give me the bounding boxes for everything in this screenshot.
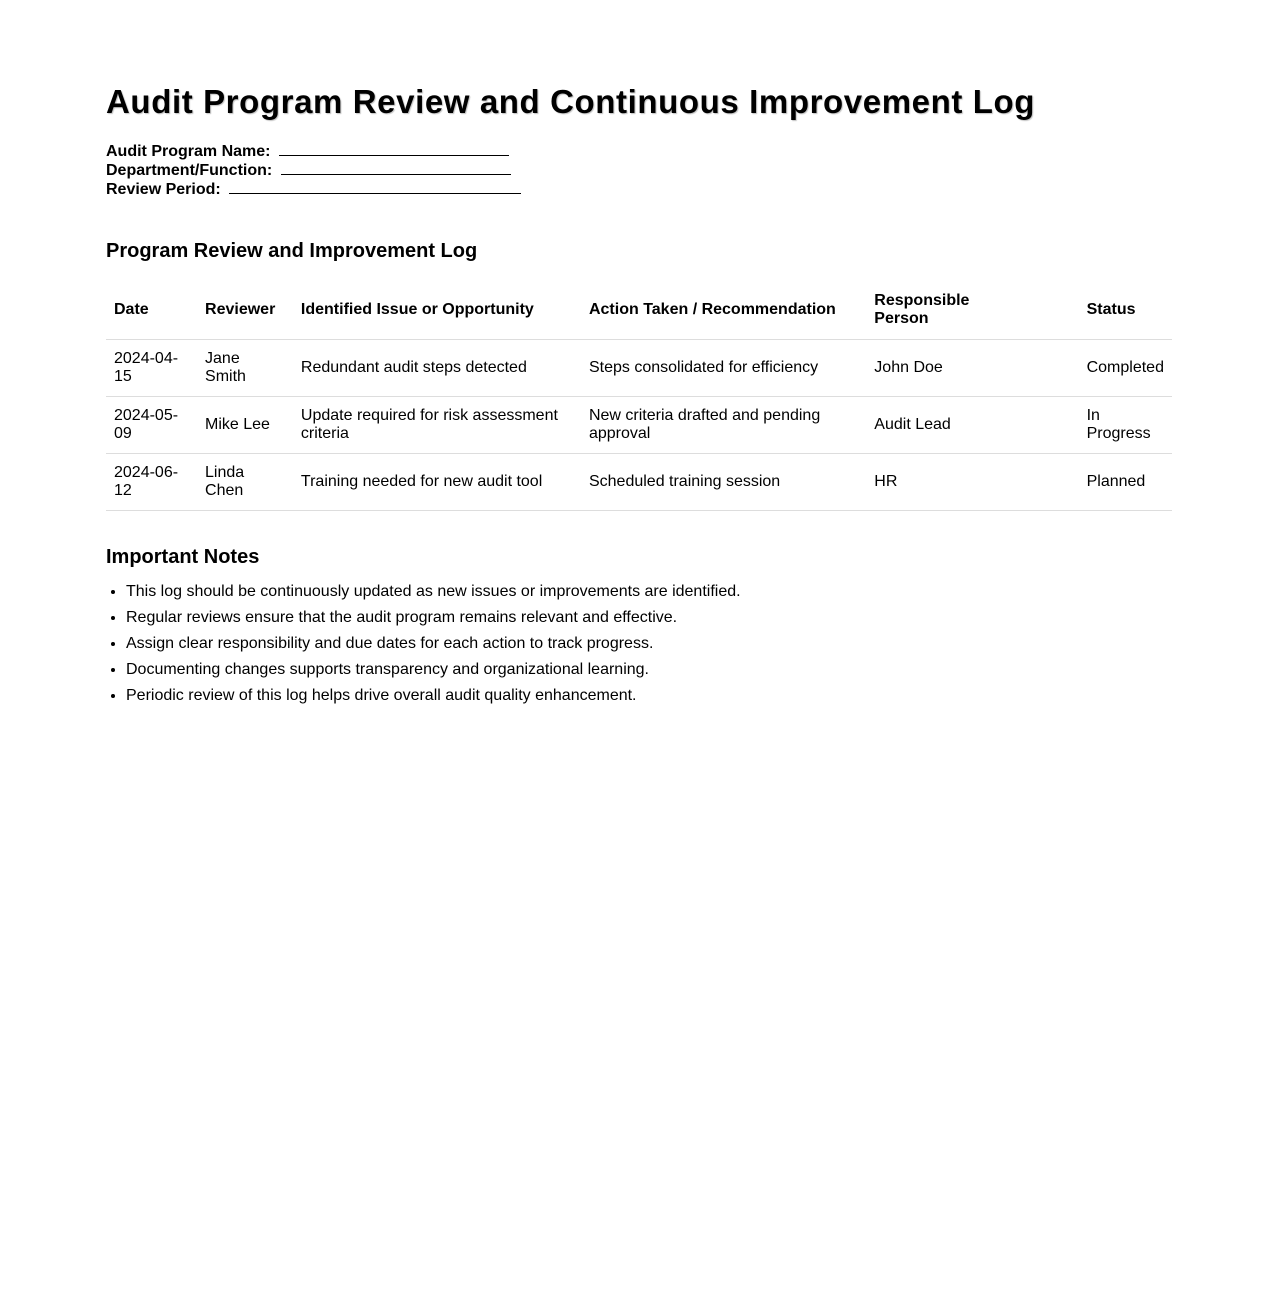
cell-date: 2024-05-09 xyxy=(106,397,197,454)
list-item: • Documenting changes supports transparency and organizational learning. xyxy=(126,661,1172,679)
column-header-status: Status xyxy=(1079,281,1172,340)
notes-section-heading: Important Notes xyxy=(106,546,260,568)
program-info-fields xyxy=(106,142,1172,199)
page-title: Audit Program Review and Continuous Improvement Log xyxy=(106,83,1035,120)
cell-action: New criteria drafted and pending approval xyxy=(581,397,866,454)
cell-action: Scheduled training session xyxy=(581,454,866,511)
program-name-label: Audit Program Name: xyxy=(106,143,271,160)
cell-reviewer: Jane Smith xyxy=(197,340,293,397)
cell-date: 2024-04-15 xyxy=(106,340,197,397)
cell-status: Completed xyxy=(1079,340,1172,397)
cell-responsible: Audit Lead xyxy=(866,397,1078,454)
review-period-blank xyxy=(229,180,521,194)
list-item: • Regular reviews ensure that the audit program remains relevant and effective. xyxy=(126,609,1172,627)
table-header-row xyxy=(106,281,1172,340)
list-item: • This log should be continuously updated as new issues or improvements are identified. xyxy=(126,583,1172,601)
cell-issue: Training needed for new audit tool xyxy=(293,454,581,511)
cell-reviewer: Linda Chen xyxy=(197,454,293,511)
column-header-date: Date xyxy=(106,281,197,340)
table-row xyxy=(106,340,1172,397)
table-row xyxy=(106,454,1172,511)
improvement-log-table xyxy=(106,281,1172,511)
table-row xyxy=(106,397,1172,454)
column-header-reviewer: Reviewer xyxy=(197,281,293,340)
cell-status: In Progress xyxy=(1079,397,1172,454)
list-item: • Assign clear responsibility and due dates for each action to track progress. xyxy=(126,635,1172,653)
cell-date: 2024-06-12 xyxy=(106,454,197,511)
program-name-blank xyxy=(279,142,509,156)
column-header-issue: Identified Issue or Opportunity xyxy=(293,281,581,340)
program-name-field xyxy=(106,142,1172,161)
department-label: Department/Function: xyxy=(106,162,273,179)
review-period-field xyxy=(106,180,1172,199)
cell-responsible: HR xyxy=(866,454,1078,511)
department-blank xyxy=(281,161,511,175)
cell-action: Steps consolidated for efficiency xyxy=(581,340,866,397)
review-period-label: Review Period: xyxy=(106,181,221,198)
list-item: • Periodic review of this log helps drive overall audit quality enhancement. xyxy=(126,687,1172,705)
column-header-responsible: Responsible Person xyxy=(866,281,1078,340)
department-field xyxy=(106,161,1172,180)
cell-responsible: John Doe xyxy=(866,340,1078,397)
cell-issue: Update required for risk assessment criteria xyxy=(293,397,581,454)
cell-issue: Redundant audit steps detected xyxy=(293,340,581,397)
cell-status: Planned xyxy=(1079,454,1172,511)
cell-reviewer: Mike Lee xyxy=(197,397,293,454)
log-section-heading: Program Review and Improvement Log xyxy=(106,240,478,262)
notes-list xyxy=(106,583,1172,705)
column-header-action: Action Taken / Recommendation xyxy=(581,281,866,340)
